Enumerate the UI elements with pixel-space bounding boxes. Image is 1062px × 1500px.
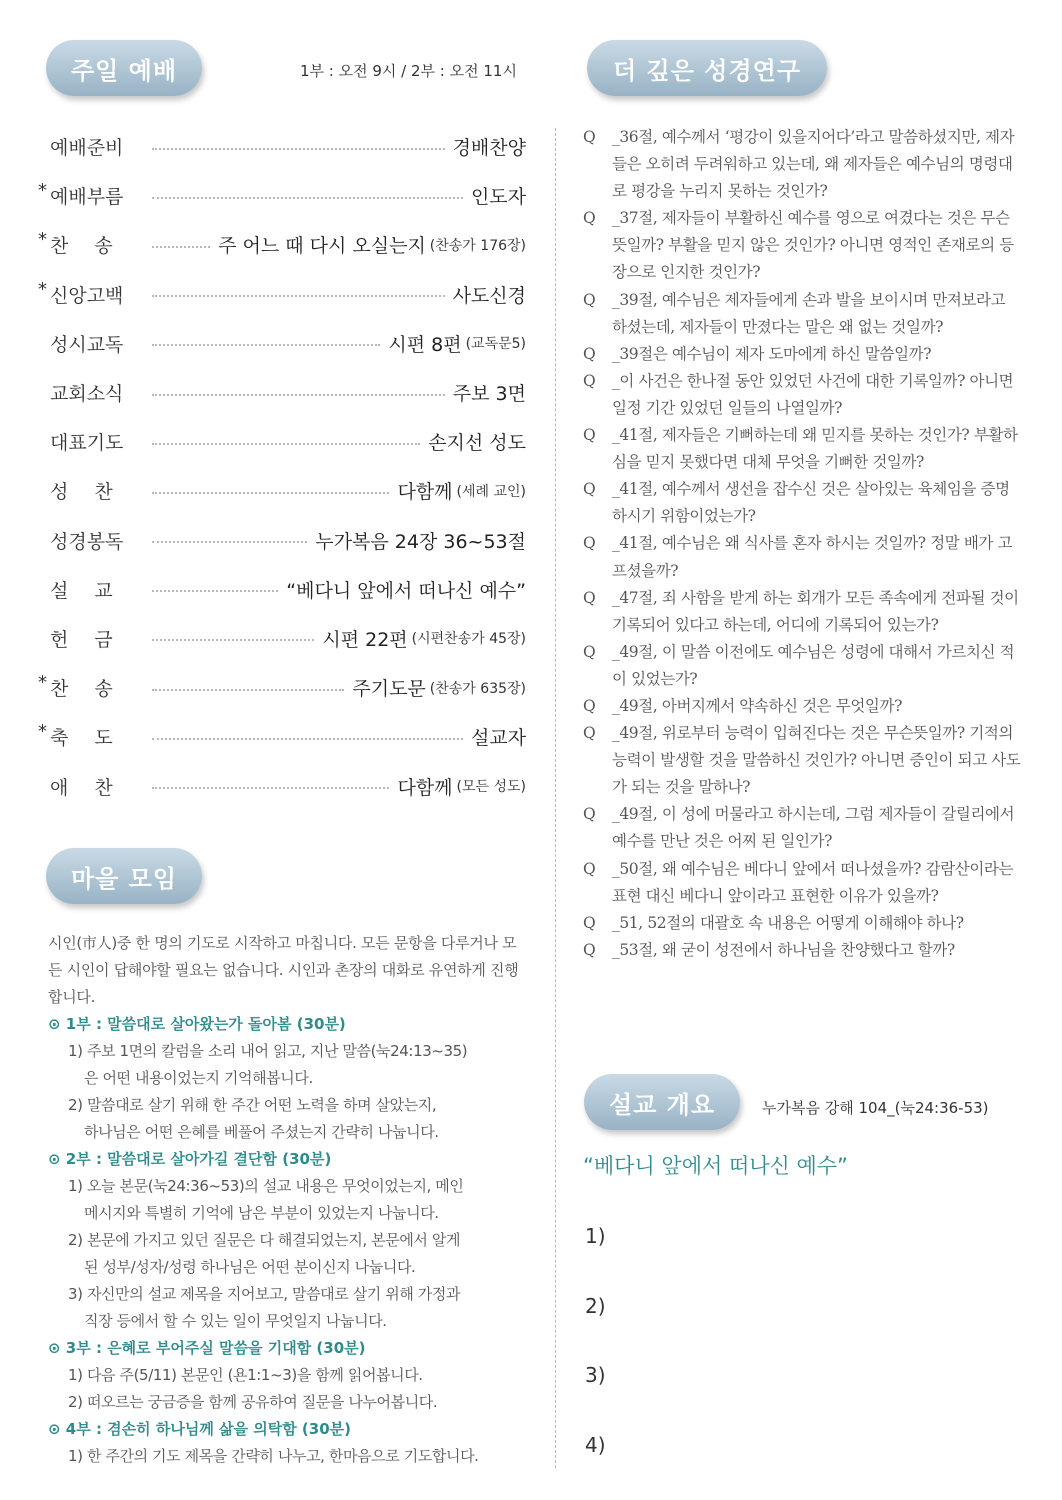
question-text: _36절, 예수께서 ‘평강이 있을지어다’라고 말씀하셨지만, 제자들은 오히려 두려워하고 있는데, 왜 제자들은 예수님의 명령대로 평강을 누리지 못하는 것인가? bbox=[612, 128, 1015, 201]
order-note: (찬송가 176장) bbox=[429, 237, 526, 254]
order-label: * 축도 bbox=[36, 723, 144, 750]
part-item-continuation: 메시지와 특별히 기억에 남은 부분이 있었는지 나눕니다. bbox=[84, 1204, 439, 1222]
question-text: _49절, 이 말씀 이전에도 예수님은 성령에 대해서 가르치신 적이 있었는가? bbox=[612, 642, 1015, 688]
question-text: _37절, 제자들이 부활하신 예수를 영으로 여겼다는 것은 무슨 뜻일까? 부활을 믿지 않은 것인가? 아니면 영적인 존재로의 등장으로 인지한 것인가? bbox=[612, 209, 1014, 282]
service-times: 1부 : 오전 9시 / 2부 : 오전 11시 bbox=[300, 62, 517, 80]
dotted-leader bbox=[152, 492, 389, 494]
question-item bbox=[583, 856, 1023, 910]
note-line-3: 3) bbox=[585, 1363, 606, 1387]
study-questions bbox=[583, 124, 1023, 964]
question-mark: Q bbox=[583, 805, 596, 824]
question-text: _50절, 왜 예수님은 베다니 앞에서 떠나셨을까? 감람산이라는 표현 대신 베다니 앞이라고 표현한 이유가 있을까? bbox=[612, 859, 1014, 905]
part-item-text: 2) 말씀대로 살기 위해 한 주간 어떤 노력을 하며 살았는지, bbox=[68, 1096, 437, 1114]
dotted-leader bbox=[152, 344, 380, 346]
part-item-text: 3) 자신만의 설교 제목을 지어보고, 말씀대로 살기 위해 가정과 bbox=[68, 1285, 461, 1303]
order-label: * 예배부름 bbox=[36, 182, 144, 209]
question-item bbox=[583, 639, 1023, 693]
question-text: _41절, 예수께서 생선을 잡수신 것은 살아있는 육체임을 증명하시기 위함이었는가? bbox=[612, 480, 1010, 526]
question-item bbox=[583, 937, 1023, 964]
order-value: 주기도문 bbox=[352, 678, 426, 701]
order-label: 성시교독 bbox=[50, 333, 124, 356]
part-item-text: 2) 떠오르는 궁금증을 함께 공유하여 질문을 나누어봅니다. bbox=[68, 1393, 438, 1411]
order-label: 성찬 bbox=[50, 481, 139, 504]
part-item bbox=[48, 1281, 528, 1335]
dotted-leader bbox=[152, 394, 445, 396]
question-text: _41절, 제자들은 기뻐하는데 왜 믿지를 못하는 것인가? 부활하심을 믿지 못했다면 대체 무엇을 기뻐한 것일까? bbox=[612, 426, 1018, 472]
order-row bbox=[36, 614, 526, 663]
village-section bbox=[48, 930, 528, 1470]
order-value: “베다니 앞에서 떠나신 예수” bbox=[286, 579, 526, 602]
question-item bbox=[583, 585, 1023, 639]
question-text: _이 사건은 한나절 동안 있었던 사건에 대한 기록일까? 아니면 일정 기간 있었던 일들의 나열일까? bbox=[612, 371, 1014, 417]
question-mark: Q bbox=[583, 642, 596, 661]
order-row bbox=[36, 565, 526, 614]
question-item bbox=[583, 422, 1023, 476]
order-value: 주 어느 때 다시 오실는지 bbox=[218, 235, 426, 258]
order-row bbox=[36, 122, 526, 171]
order-row bbox=[36, 368, 526, 417]
question-text: _49절, 아버지께서 약속하신 것은 무엇일까? bbox=[612, 696, 902, 715]
part-title: ⊙ 4부 : 겸손히 하나님께 삶을 의탁함 (30분) bbox=[48, 1420, 352, 1438]
question-mark: Q bbox=[583, 696, 596, 715]
dotted-leader bbox=[152, 689, 344, 691]
village-intro: 시인(市人)중 한 명의 기도로 시작하고 마칩니다. 모든 문항을 다루거나 모든 시인이 답해야할 필요는 없습니다. 시인과 촌장의 대화로 유연하게 진행합니다. bbox=[48, 934, 519, 1006]
question-text: _41절, 예수님은 왜 식사를 혼자 하시는 것일까? 정말 배가 고프셨을까? bbox=[612, 534, 1013, 580]
sermon-title: “베다니 앞에서 떠나신 예수” bbox=[583, 1154, 848, 1178]
dotted-leader bbox=[152, 738, 463, 740]
order-value: 인도자 bbox=[470, 186, 526, 209]
order-label: * 신앙고백 bbox=[36, 281, 144, 308]
column-divider bbox=[555, 128, 556, 1468]
order-label: 교회소식 bbox=[50, 383, 124, 406]
question-mark: Q bbox=[583, 209, 596, 228]
question-mark: Q bbox=[583, 290, 596, 309]
dotted-leader bbox=[152, 787, 389, 789]
question-mark: Q bbox=[583, 371, 596, 390]
question-text: _49절, 이 성에 머물라고 하시는데, 그럼 제자들이 갈릴리에서 예수를 만난 것은 어찌 된 일인가? bbox=[612, 805, 1015, 851]
order-value: 다함께 bbox=[397, 481, 453, 504]
part-item-continuation: 된 성부/성자/성령 하나님은 어떤 분이신지 나눕니다. bbox=[84, 1258, 416, 1276]
question-text: _39절은 예수님이 제자 도마에게 하신 말씀일까? bbox=[612, 344, 932, 363]
order-value: 설교자 bbox=[470, 727, 526, 750]
order-row bbox=[36, 270, 526, 319]
order-row bbox=[36, 220, 526, 269]
question-text: _51, 52절의 대괄호 속 내용은 어떻게 이해해야 하나? bbox=[612, 913, 964, 932]
order-note: (시편찬송가 45장) bbox=[411, 631, 526, 648]
question-item bbox=[583, 476, 1023, 530]
dotted-leader bbox=[152, 639, 314, 641]
part-item-continuation: 하나님은 어떤 은혜를 베풀어 주셨는지 간략히 나눕니다. bbox=[84, 1123, 439, 1141]
order-label: 예배준비 bbox=[50, 137, 124, 160]
order-value: 경배찬양 bbox=[452, 137, 526, 160]
question-item bbox=[583, 801, 1023, 855]
dotted-leader bbox=[152, 590, 278, 592]
dotted-leader bbox=[152, 148, 445, 150]
question-mark: Q bbox=[583, 534, 596, 553]
order-value: 시편 22편 bbox=[322, 628, 408, 651]
order-value: 다함께 bbox=[397, 776, 453, 799]
question-text: _39절, 예수님은 제자들에게 손과 발을 보이시며 만져보라고 하셨는데, 제자들이 만졌다는 말은 왜 없는 것일까? bbox=[612, 290, 1006, 336]
village-parts bbox=[48, 1011, 528, 1470]
question-mark: Q bbox=[583, 940, 596, 959]
question-mark: Q bbox=[583, 480, 596, 499]
question-item bbox=[583, 530, 1023, 584]
part-title: ⊙ 3부 : 은혜로 부어주실 말씀을 기대함 (30분) bbox=[48, 1339, 366, 1357]
question-item bbox=[583, 368, 1023, 422]
order-note: (모든 성도) bbox=[456, 779, 526, 796]
order-label: 설교 bbox=[50, 579, 139, 602]
part-title: ⊙ 1부 : 말씀대로 살아왔는가 돌아봄 (30분) bbox=[48, 1015, 346, 1033]
question-item bbox=[583, 124, 1023, 205]
order-value: 시편 8편 bbox=[388, 333, 462, 356]
note-line-1: 1) bbox=[585, 1224, 606, 1248]
part-item bbox=[48, 1362, 528, 1389]
worship-header: 주일 예배 bbox=[46, 40, 202, 96]
question-item bbox=[583, 720, 1023, 801]
order-row bbox=[36, 466, 526, 515]
question-text: _47절, 죄 사함을 받게 하는 회개가 모든 족속에게 전파될 것이 기록되어 있다고 하는데, 어디에 기록되어 있는가? bbox=[612, 588, 1019, 634]
part-item-continuation: 은 어떤 내용이었는지 기억해봅니다. bbox=[84, 1069, 313, 1087]
order-row bbox=[36, 663, 526, 712]
order-label: 헌금 bbox=[50, 628, 139, 651]
question-text: _53절, 왜 굳이 성전에서 하나님을 찬양했다고 할까? bbox=[612, 940, 955, 959]
order-row bbox=[36, 319, 526, 368]
question-item bbox=[583, 205, 1023, 286]
sermon-reference: 누가복음 강해 104_(눅24:36-53) bbox=[762, 1099, 989, 1117]
dotted-leader bbox=[152, 443, 420, 445]
worship-order bbox=[36, 122, 526, 811]
question-item bbox=[583, 287, 1023, 341]
order-row bbox=[36, 712, 526, 761]
part-item bbox=[48, 1173, 528, 1227]
part-item bbox=[48, 1038, 528, 1092]
part-item-text: 1) 한 주간의 기도 제목을 간략히 나누고, 한마음으로 기도합니다. bbox=[68, 1447, 479, 1465]
question-mark: Q bbox=[583, 426, 596, 445]
dotted-leader bbox=[152, 197, 463, 199]
part-item bbox=[48, 1092, 528, 1146]
order-note: (교독문5) bbox=[465, 336, 526, 353]
order-row bbox=[36, 761, 526, 810]
village-header: 마을 모임 bbox=[46, 848, 202, 904]
question-mark: Q bbox=[583, 859, 596, 878]
question-mark: Q bbox=[583, 724, 596, 743]
order-note: (세례 교인) bbox=[456, 483, 526, 500]
part-title: ⊙ 2부 : 말씀대로 살아가길 결단함 (30분) bbox=[48, 1150, 332, 1168]
order-label: * 찬송 bbox=[36, 231, 144, 258]
question-mark: Q bbox=[583, 913, 596, 932]
question-item bbox=[583, 910, 1023, 937]
order-label: 대표기도 bbox=[50, 432, 124, 455]
order-label: 애찬 bbox=[50, 776, 139, 799]
question-item bbox=[583, 693, 1023, 720]
dotted-leader bbox=[152, 246, 210, 248]
order-row bbox=[36, 516, 526, 565]
part-item-continuation: 직장 등에서 할 수 있는 일이 무엇일지 나눕니다. bbox=[84, 1312, 387, 1330]
sermon-header: 설교 개요 bbox=[584, 1074, 740, 1130]
order-value: 손지선 성도 bbox=[428, 432, 526, 455]
part-item bbox=[48, 1227, 528, 1281]
part-item-text: 1) 다음 주(5/11) 본문인 (욘1:1~3)을 함께 읽어봅니다. bbox=[68, 1366, 423, 1384]
order-label: * 찬송 bbox=[36, 674, 144, 701]
order-value: 사도신경 bbox=[452, 284, 526, 307]
order-value: 누가복음 24장 36~53절 bbox=[315, 530, 526, 553]
part-item bbox=[48, 1443, 528, 1470]
note-line-4: 4) bbox=[585, 1433, 606, 1457]
order-value: 주보 3면 bbox=[452, 383, 526, 406]
part-item-text: 1) 오늘 본문(눅24:36~53)의 설교 내용은 무엇이었는지, 메인 bbox=[68, 1177, 464, 1195]
order-row bbox=[36, 417, 526, 466]
part-item-text: 1) 주보 1면의 칼럼을 소리 내어 읽고, 지난 말씀(눅24:13~35) bbox=[68, 1042, 468, 1060]
dotted-leader bbox=[152, 541, 307, 543]
part-item-text: 2) 본문에 가지고 있던 질문은 다 해결되었는지, 본문에서 알게 bbox=[68, 1231, 461, 1249]
order-label: 성경봉독 bbox=[50, 530, 124, 553]
question-mark: Q bbox=[583, 588, 596, 607]
order-note: (찬송가 635장) bbox=[429, 680, 526, 697]
order-row bbox=[36, 171, 526, 220]
dotted-leader bbox=[152, 295, 445, 297]
part-item bbox=[48, 1389, 528, 1416]
study-header: 더 깊은 성경연구 bbox=[587, 40, 827, 96]
question-mark: Q bbox=[583, 344, 596, 363]
note-line-2: 2) bbox=[585, 1294, 606, 1318]
question-mark: Q bbox=[583, 128, 596, 146]
question-item bbox=[583, 341, 1023, 368]
question-text: _49절, 위로부터 능력이 입혀진다는 것은 무슨뜻일까? 기적의 능력이 발생할 것을 말씀하신 것인가? 아니면 증인이 되고 사도가 되는 것을 말하나? bbox=[612, 724, 1021, 797]
